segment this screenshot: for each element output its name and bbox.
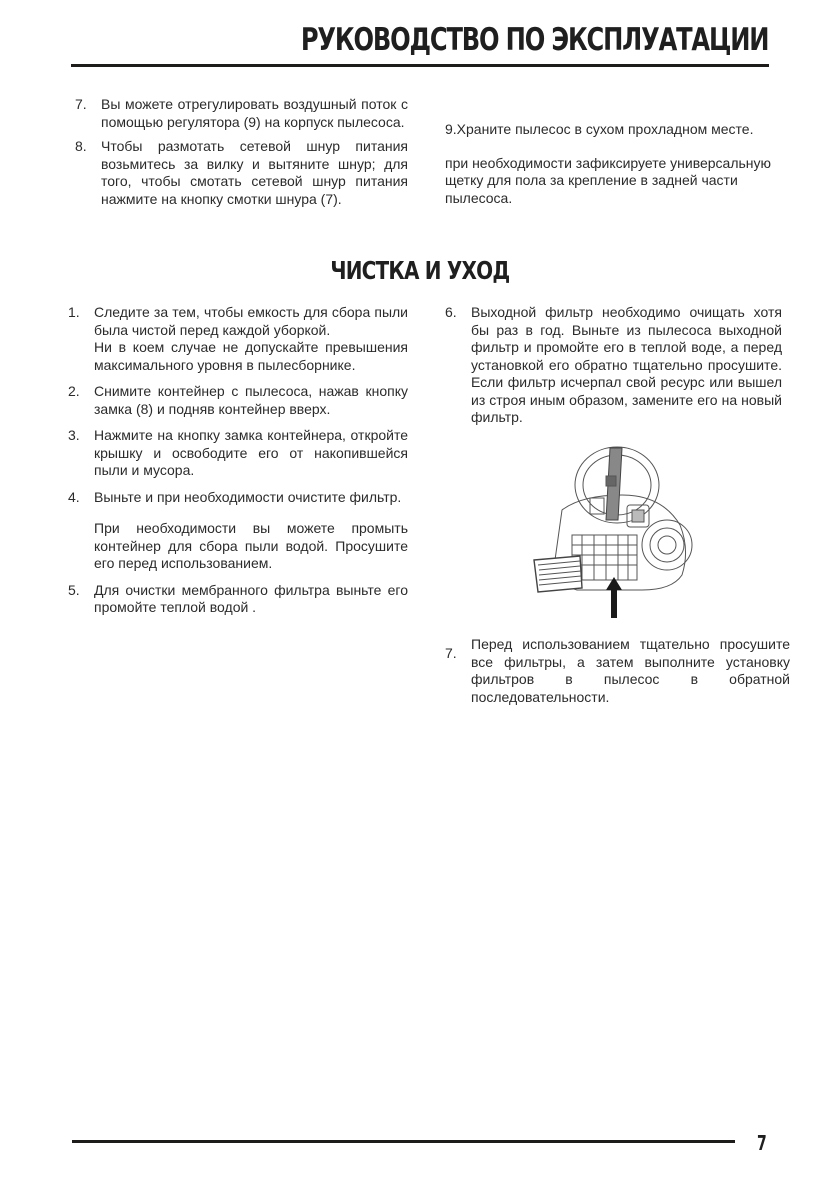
item-number: 8. <box>75 138 87 154</box>
list-item <box>68 582 408 617</box>
container-wash-note: При необходимости вы можете промыть контейнер для сбора пыли водой. Просушите его перед использованием. <box>94 520 408 571</box>
up-arrow-icon <box>606 577 622 618</box>
top-right-block <box>445 121 775 216</box>
cleaning-right-item-7 <box>445 636 790 715</box>
item-number: 2. <box>68 383 80 399</box>
cleaning-left-list <box>68 304 408 626</box>
item-number: 4. <box>68 488 80 505</box>
item-text: Снимите контейнер с пылесоса, нажав кнопку замка (8) и подняв контейнер вверх. <box>94 383 408 417</box>
list-item <box>445 304 782 427</box>
item-text: Вы можете отрегулировать воздушный поток с помощью регулятора (9) на корпуск пылесоса. <box>101 96 408 130</box>
item-extra-text: Ни в коем случае не допускайте превышения максимального уровня в пылесборнике. <box>94 339 408 373</box>
item-number: 6. <box>445 304 457 320</box>
item-number: 1. <box>68 304 80 320</box>
top-left-list <box>72 96 408 217</box>
page-number: 7 <box>757 1131 767 1155</box>
list-item <box>68 304 408 374</box>
header-rule <box>71 64 769 67</box>
list-item <box>72 138 408 208</box>
section-title <box>0 256 840 285</box>
item-text: Чтобы размотать сетевой шнур питания возьмитесь за вилку и вытяните шнур; для того, чтобы смотать сетевой шнур питания нажмите на кнопку смотки шнура (7). <box>101 138 408 207</box>
item-number: 3. <box>68 427 80 443</box>
item-text: Для очистки мембранного фильтра выньте его промойте теплой водой . <box>94 581 408 615</box>
list-item <box>68 427 408 480</box>
item-number: 7. <box>445 645 457 661</box>
vacuum-cleaner-filter-illustration-icon <box>522 440 700 620</box>
list-item <box>445 636 790 706</box>
storage-text: 9.Храните пылесос в сухом прохладном месте. <box>445 121 754 137</box>
list-item <box>68 489 408 507</box>
cleaning-right-item-6 <box>445 304 782 436</box>
item-number: 5. <box>68 581 80 598</box>
item-text: Выходной фильтр необходимо очищать хотя бы раз в год. Выньте из пылесоса выходной фильтр и промойте его в теплой воде, а перед установкой его обратно тщательно просушите. Если фильтр исчерпал свой ресурс или вышел из строя иным образом, замените его на новый фильтр. <box>471 304 782 425</box>
footer-rule <box>72 1140 735 1143</box>
list-item <box>72 96 408 131</box>
brush-note: при необходимости зафиксируете универсальную щетку для пола за крепление в задней части пылесоса. <box>445 154 772 206</box>
item-number: 7. <box>75 96 87 112</box>
item-text: Перед использованием тщательно просушите все фильтры, а затем выполните установку фильтров в пылесос в обратной последовательности. <box>471 636 790 705</box>
list-item <box>68 383 408 418</box>
item-text: Нажмите на кнопку замка контейнера, откройте крышку и освободите его от накопившейся пыли и мусора. <box>94 427 408 478</box>
page-title: РУКОВОДСТВО ПО ЭКСПЛУАТАЦИИ <box>300 22 768 58</box>
section-title-text: ЧИСТКА И УХОД <box>330 256 510 285</box>
item-text: Выньте и при необходимости очистите фильтр. <box>94 488 402 505</box>
item-text: Следите за тем, чтобы емкость для сбора пыли была чистой перед каждой уборкой. <box>94 304 408 338</box>
